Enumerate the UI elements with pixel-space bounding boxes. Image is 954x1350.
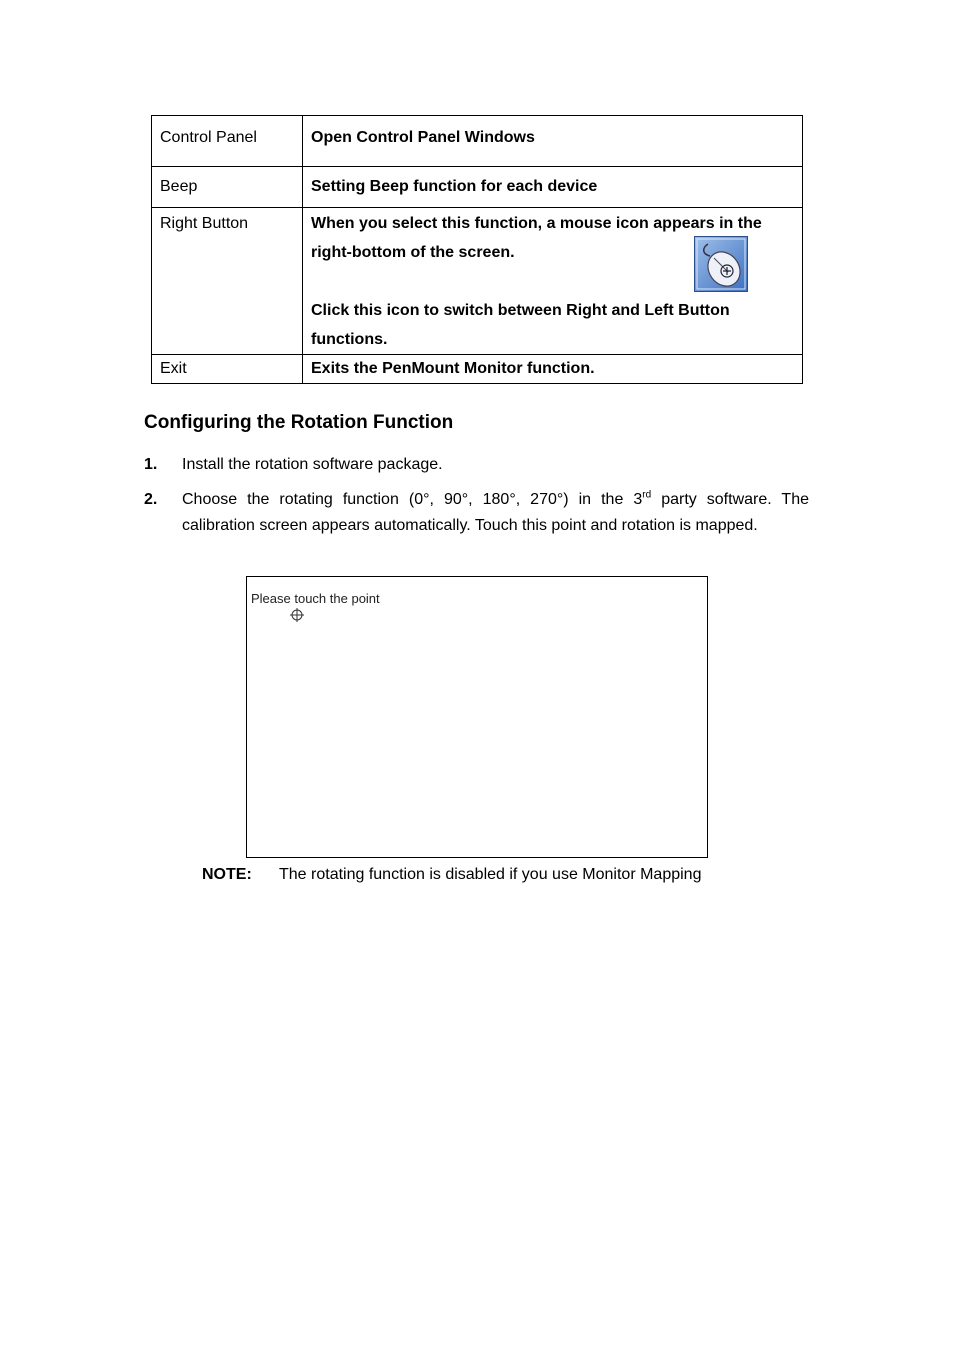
crosshair-target-icon[interactable] [289, 607, 305, 623]
mouse-switch-icon [694, 236, 748, 292]
table-row [152, 208, 803, 355]
section-heading: Configuring the Rotation Function [144, 412, 454, 433]
table-row [152, 167, 803, 208]
ordinal-suffix: rd [642, 489, 652, 501]
description-paragraph: When you select this function, a mouse icon appears in the right-bottom of the screen. [311, 215, 762, 261]
note-label: NOTE: [202, 866, 252, 883]
function-name: Exit [152, 355, 303, 384]
function-name: Right Button [152, 208, 303, 355]
table-row [152, 355, 803, 384]
description-paragraph: Click this icon to switch between Right and Left Button functions. [311, 302, 730, 348]
step-number: 1. [144, 456, 158, 473]
function-description: Exits the PenMount Monitor function. [303, 355, 803, 384]
function-description: Setting Beep function for each device [303, 167, 803, 208]
function-name: Beep [152, 167, 303, 208]
step-text-part: party software. The calibration screen appears automatically. Touch this point and rotation is mapped. [182, 491, 809, 534]
table-row [152, 116, 803, 167]
right-button-description [311, 209, 794, 354]
function-table [151, 115, 803, 384]
calibration-prompt: Please touch the point [251, 591, 380, 606]
step-number: 2. [144, 491, 158, 508]
function-name: Control Panel [152, 116, 303, 167]
function-description: Open Control Panel Windows [303, 116, 803, 167]
step-text-part: Choose the rotating function (0°, 90°, 180°, 270°) in the 3 [182, 491, 643, 508]
calibration-screenshot [246, 576, 708, 858]
note-text: The rotating function is disabled if you use Monitor Mapping [279, 866, 702, 883]
step-text [182, 487, 809, 539]
step-text: Install the rotation software package. [182, 456, 443, 473]
function-description [303, 208, 803, 355]
